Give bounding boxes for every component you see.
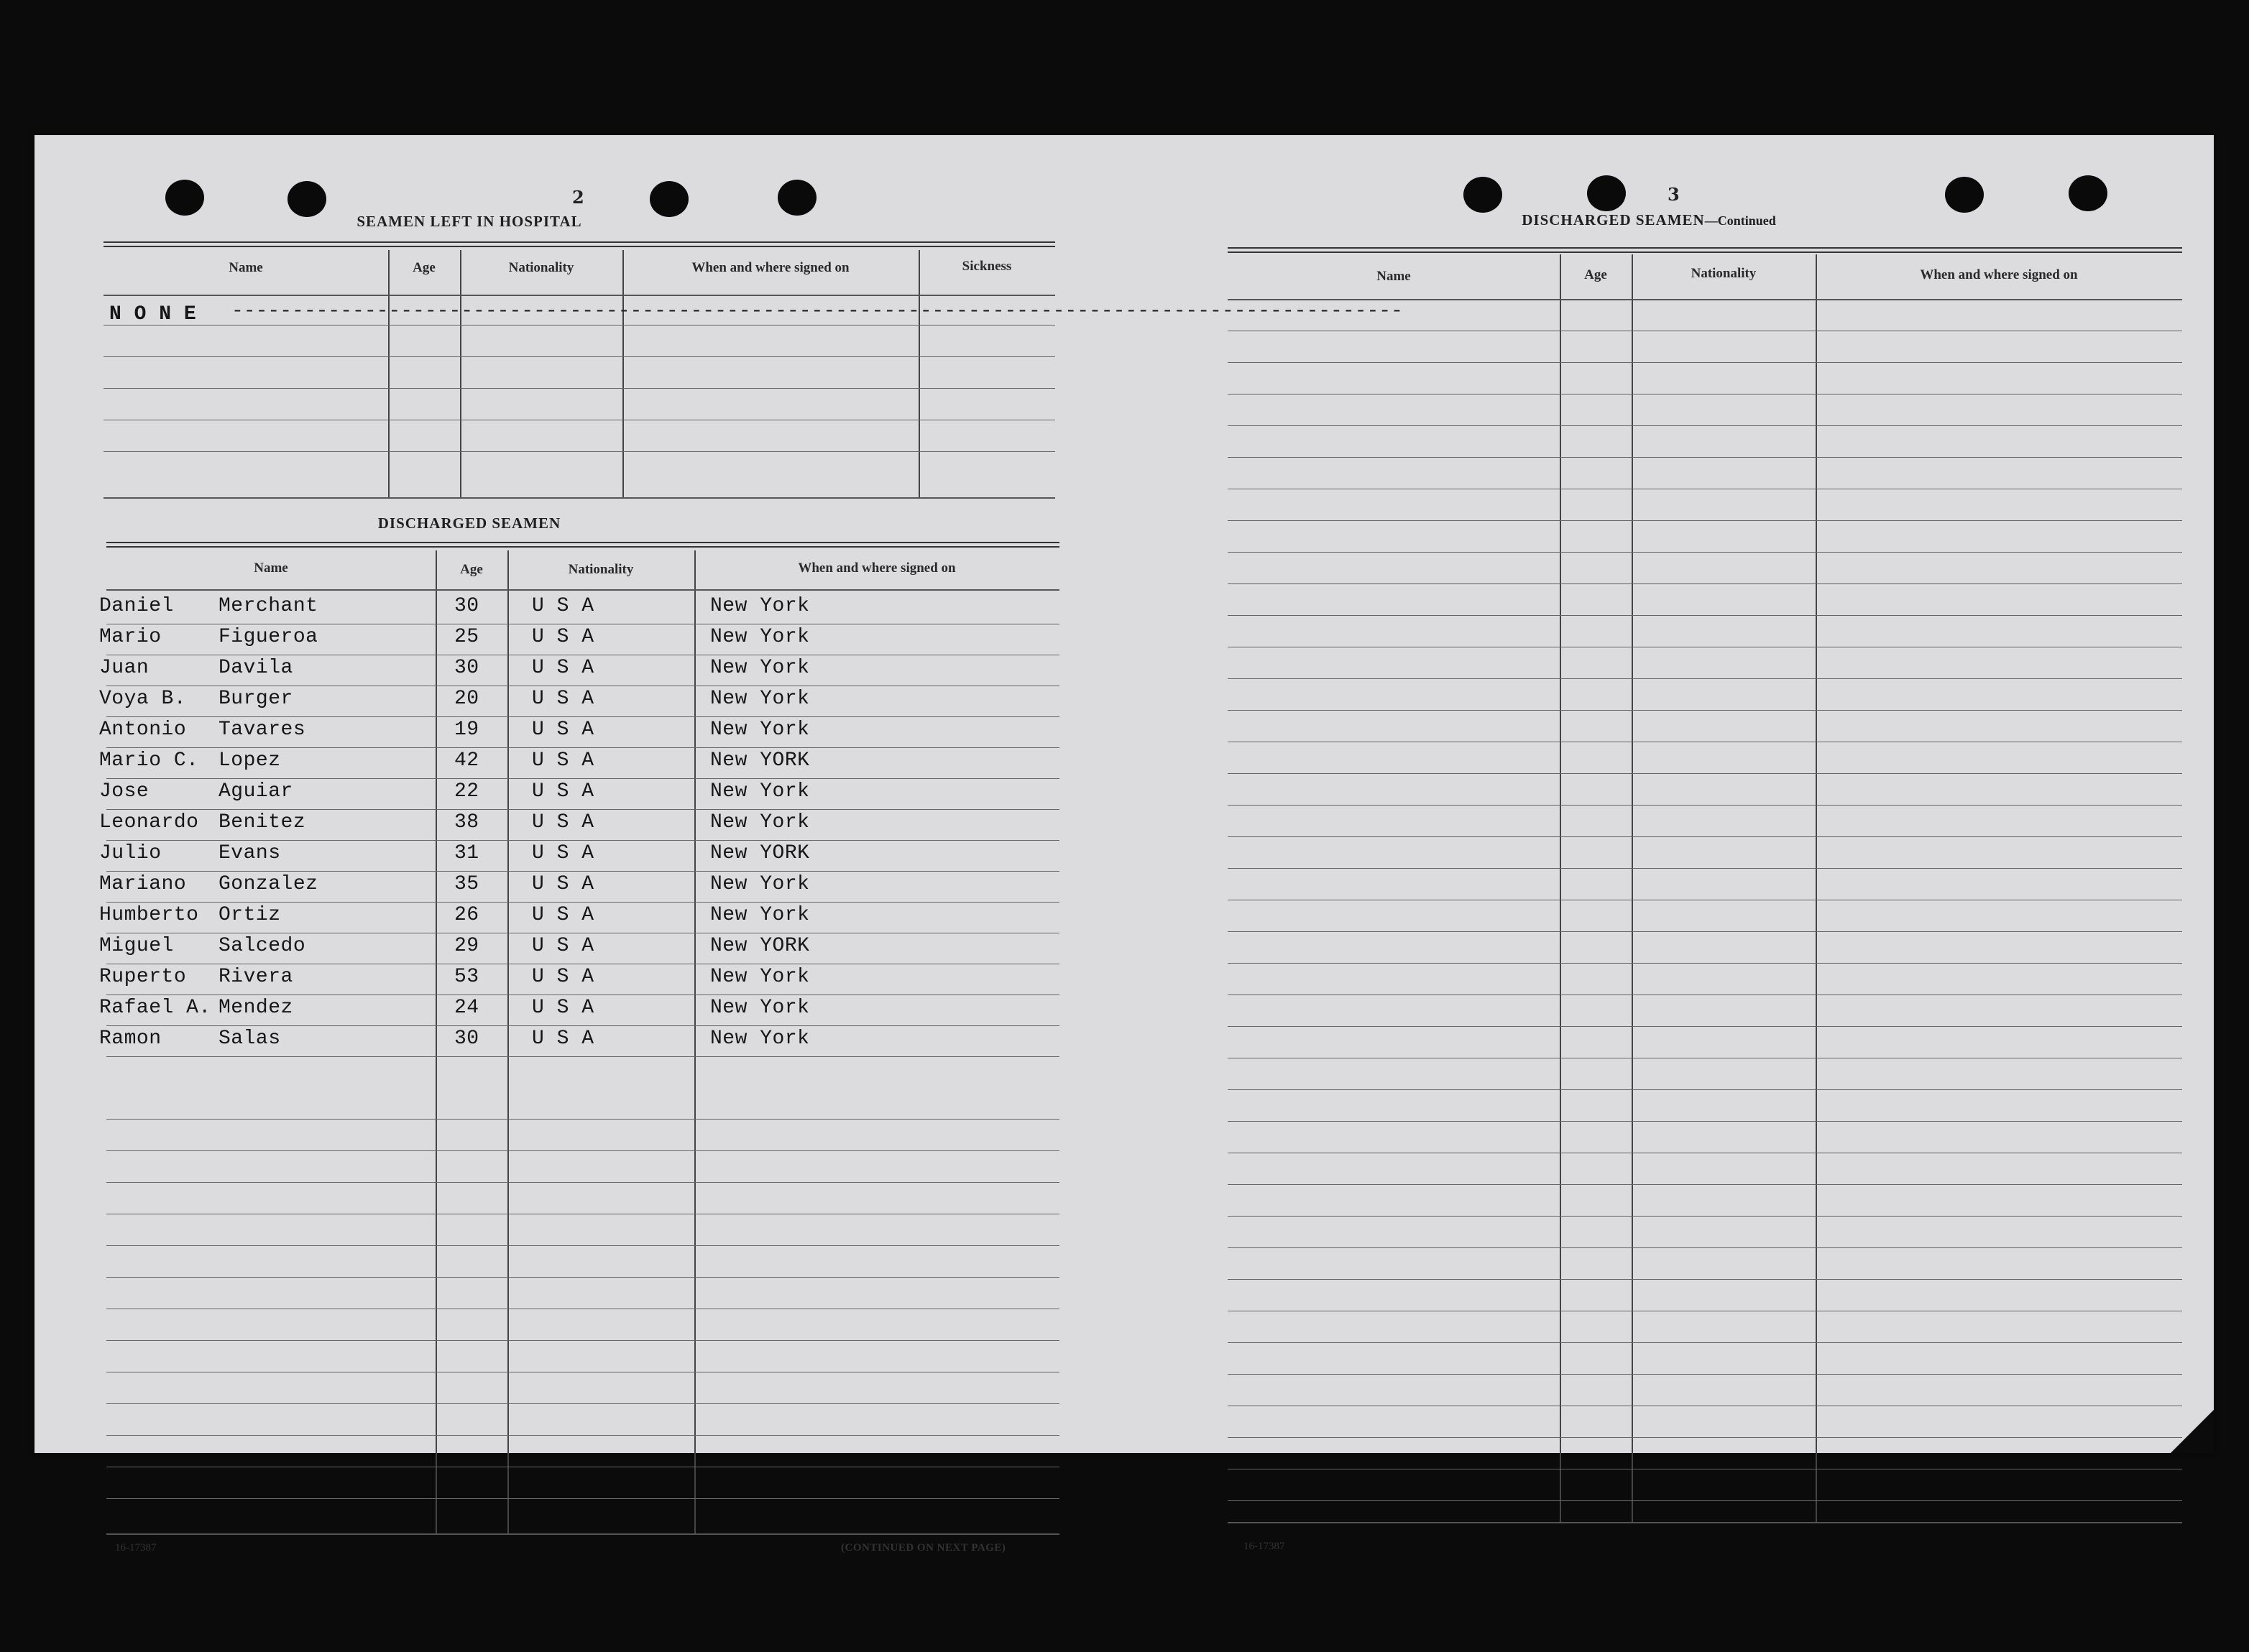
seaman-age: 29	[454, 935, 479, 957]
seaman-first-name: Antonio	[99, 719, 187, 741]
row-line	[106, 1435, 1059, 1436]
row-line	[106, 1025, 1059, 1026]
seaman-age: 30	[454, 1028, 479, 1050]
seaman-signed-on: New York	[710, 997, 810, 1019]
row-line	[104, 451, 1055, 452]
seaman-nationality: U S A	[532, 688, 594, 710]
page-number: 2	[572, 187, 584, 208]
row-line	[1228, 362, 2182, 363]
seaman-nationality: U S A	[532, 997, 594, 1019]
seaman-signed-on: New York	[710, 1028, 810, 1050]
column-divider	[622, 250, 624, 497]
seaman-signed-on: New York	[710, 595, 810, 617]
row-line	[106, 871, 1059, 872]
seaman-age: 53	[454, 966, 479, 988]
seaman-last-name: Davila	[219, 657, 293, 679]
seaman-age: 22	[454, 780, 479, 803]
row-line	[104, 356, 1055, 357]
column-divider	[1632, 254, 1633, 1522]
col-age: Age	[413, 260, 436, 275]
discharged-section-title: DISCHARGED SEAMEN	[377, 514, 561, 532]
seaman-last-name: Ortiz	[219, 904, 281, 926]
seaman-first-name: Humberto	[99, 904, 199, 926]
row-line	[1228, 678, 2182, 679]
seaman-nationality: U S A	[532, 626, 594, 648]
row-line	[1228, 1342, 2182, 1343]
seaman-age: 38	[454, 811, 479, 834]
seaman-first-name: Rafael A.	[99, 997, 211, 1019]
seaman-last-name: Salas	[219, 1028, 281, 1050]
seaman-last-name: Tavares	[219, 719, 306, 741]
hospital-none-entry: N O N E	[109, 303, 197, 326]
seaman-first-name: Miguel	[99, 935, 174, 957]
row-line	[1228, 615, 2182, 616]
row-line	[1228, 1184, 2182, 1185]
seaman-signed-on: New YORK	[710, 935, 810, 957]
row-line	[1228, 1089, 2182, 1090]
discharged-continued-title	[1484, 211, 1814, 229]
seaman-signed-on: New York	[710, 966, 810, 988]
col-signed-on: When and where signed on	[1920, 267, 2078, 282]
seaman-signed-on: New York	[710, 688, 810, 710]
seaman-nationality: U S A	[532, 935, 594, 957]
rule	[104, 241, 1055, 247]
seaman-signed-on: New York	[710, 904, 810, 926]
seaman-signed-on: New York	[710, 811, 810, 834]
row-line	[1228, 773, 2182, 774]
seaman-signed-on: New YORK	[710, 749, 810, 772]
seaman-signed-on: New York	[710, 719, 810, 741]
seaman-last-name: Rivera	[219, 966, 293, 988]
seaman-age: 20	[454, 688, 479, 710]
left-page	[35, 135, 1403, 1554]
seaman-first-name: Ramon	[99, 1028, 162, 1050]
column-divider	[507, 550, 509, 1533]
col-signed-on: When and where signed on	[798, 560, 956, 576]
col-sickness: Sickness	[962, 259, 1012, 274]
column-divider	[919, 250, 920, 497]
row-line	[1228, 520, 2182, 521]
seaman-age: 42	[454, 749, 479, 772]
seaman-last-name: Mendez	[219, 997, 293, 1019]
col-age: Age	[460, 562, 483, 577]
col-nationality: Nationality	[568, 562, 634, 577]
row-line	[106, 1403, 1059, 1404]
row-line	[106, 589, 1059, 591]
row-line	[106, 1119, 1059, 1120]
row-line	[106, 1056, 1059, 1057]
row-line	[106, 778, 1059, 779]
seaman-age: 30	[454, 595, 479, 617]
crew-list-sheet	[35, 135, 2214, 1554]
row-line	[1228, 931, 2182, 932]
seaman-age: 25	[454, 626, 479, 648]
continued-note: (CONTINUED ON NEXT PAGE)	[841, 1542, 1006, 1554]
row-line	[1228, 1374, 2182, 1375]
row-line	[1228, 1026, 2182, 1027]
col-nationality: Nationality	[1691, 266, 1757, 281]
row-line	[106, 747, 1059, 748]
seaman-nationality: U S A	[532, 780, 594, 803]
row-line	[104, 325, 1055, 326]
row-line	[1228, 1522, 2182, 1523]
column-divider	[694, 550, 696, 1533]
seaman-signed-on: New York	[710, 657, 810, 679]
seaman-first-name: Julio	[99, 842, 162, 864]
row-line	[106, 1277, 1059, 1278]
sheet-corner	[2171, 1410, 2214, 1453]
seaman-age: 26	[454, 904, 479, 926]
seaman-nationality: U S A	[532, 719, 594, 741]
row-line	[106, 840, 1059, 841]
row-line	[1228, 836, 2182, 837]
seaman-last-name: Burger	[219, 688, 293, 710]
row-line	[1228, 1279, 2182, 1280]
seaman-nationality: U S A	[532, 595, 594, 617]
seaman-first-name: Juan	[99, 657, 150, 679]
seaman-nationality: U S A	[532, 1028, 594, 1050]
seaman-nationality: U S A	[532, 904, 594, 926]
seaman-nationality: U S A	[532, 657, 594, 679]
row-line	[1228, 1247, 2182, 1248]
seaman-signed-on: New York	[710, 626, 810, 648]
right-page	[1124, 135, 2214, 1552]
row-line	[1228, 1500, 2182, 1501]
seaman-first-name: Ruperto	[99, 966, 187, 988]
seaman-nationality: U S A	[532, 811, 594, 834]
row-line	[106, 1498, 1059, 1499]
row-line	[1228, 583, 2182, 584]
seaman-nationality: U S A	[532, 873, 594, 895]
row-line	[1228, 457, 2182, 458]
hospital-none-dashes: -------------------------------------------------------------------------------------------------	[231, 300, 1403, 323]
seaman-nationality: U S A	[532, 749, 594, 772]
column-divider	[460, 250, 461, 497]
row-line	[104, 388, 1055, 389]
seaman-first-name: Leonardo	[99, 811, 199, 834]
seaman-nationality: U S A	[532, 966, 594, 988]
seaman-last-name: Lopez	[219, 749, 281, 772]
seaman-signed-on: New YORK	[710, 842, 810, 864]
seaman-age: 31	[454, 842, 479, 864]
column-divider	[1560, 254, 1561, 1522]
rule	[106, 542, 1059, 548]
seaman-last-name: Gonzalez	[219, 873, 318, 895]
row-line	[106, 1245, 1059, 1246]
col-name: Name	[254, 560, 288, 576]
row-line	[106, 809, 1059, 810]
col-name: Name	[1376, 269, 1411, 284]
title-suffix: —Continued	[1704, 213, 1776, 228]
seaman-age: 19	[454, 719, 479, 741]
seaman-signed-on: New York	[710, 780, 810, 803]
row-line	[1228, 299, 2182, 300]
seaman-first-name: Voya B.	[99, 688, 187, 710]
form-number: 16-17387	[1243, 1541, 1285, 1552]
seaman-last-name: Merchant	[219, 595, 318, 617]
col-signed-on: When and where signed on	[691, 260, 850, 275]
row-line	[1228, 552, 2182, 553]
hospital-section-title: SEAMEN LEFT IN HOSPITAL	[357, 213, 582, 230]
row-line	[1228, 963, 2182, 964]
column-divider	[388, 250, 390, 497]
row-line	[1228, 805, 2182, 806]
seaman-age: 35	[454, 873, 479, 895]
seaman-age: 30	[454, 657, 479, 679]
row-line	[1228, 868, 2182, 869]
seaman-last-name: Benitez	[219, 811, 306, 834]
col-nationality: Nationality	[508, 260, 574, 275]
page-number: 3	[1668, 184, 1680, 205]
seaman-last-name: Figueroa	[219, 626, 318, 648]
row-line	[106, 1533, 1059, 1535]
row-line	[1228, 1437, 2182, 1438]
col-age: Age	[1584, 267, 1607, 282]
row-line	[106, 902, 1059, 903]
column-divider	[436, 550, 437, 1533]
seaman-last-name: Evans	[219, 842, 281, 864]
row-line	[1228, 425, 2182, 426]
seaman-first-name: Jose	[99, 780, 150, 803]
row-line	[106, 1182, 1059, 1183]
row-line	[106, 1340, 1059, 1341]
seaman-last-name: Aguiar	[219, 780, 293, 803]
seaman-age: 24	[454, 997, 479, 1019]
seaman-first-name: Mario C.	[99, 749, 199, 772]
row-line	[106, 1150, 1059, 1151]
seaman-first-name: Daniel	[99, 595, 174, 617]
row-line	[104, 295, 1055, 296]
seaman-last-name: Salcedo	[219, 935, 306, 957]
col-name: Name	[229, 260, 263, 275]
row-line	[1228, 1216, 2182, 1217]
row-line	[106, 716, 1059, 717]
seaman-first-name: Mariano	[99, 873, 187, 895]
form-number: 16-17387	[115, 1542, 157, 1554]
row-line	[1228, 710, 2182, 711]
row-line	[1228, 1121, 2182, 1122]
title-main: DISCHARGED SEAMEN	[1522, 211, 1705, 229]
seaman-nationality: U S A	[532, 842, 594, 864]
rule	[1228, 247, 2182, 253]
seaman-signed-on: New York	[710, 873, 810, 895]
row-line	[104, 497, 1055, 499]
column-divider	[1816, 254, 1817, 1522]
seaman-first-name: Mario	[99, 626, 162, 648]
